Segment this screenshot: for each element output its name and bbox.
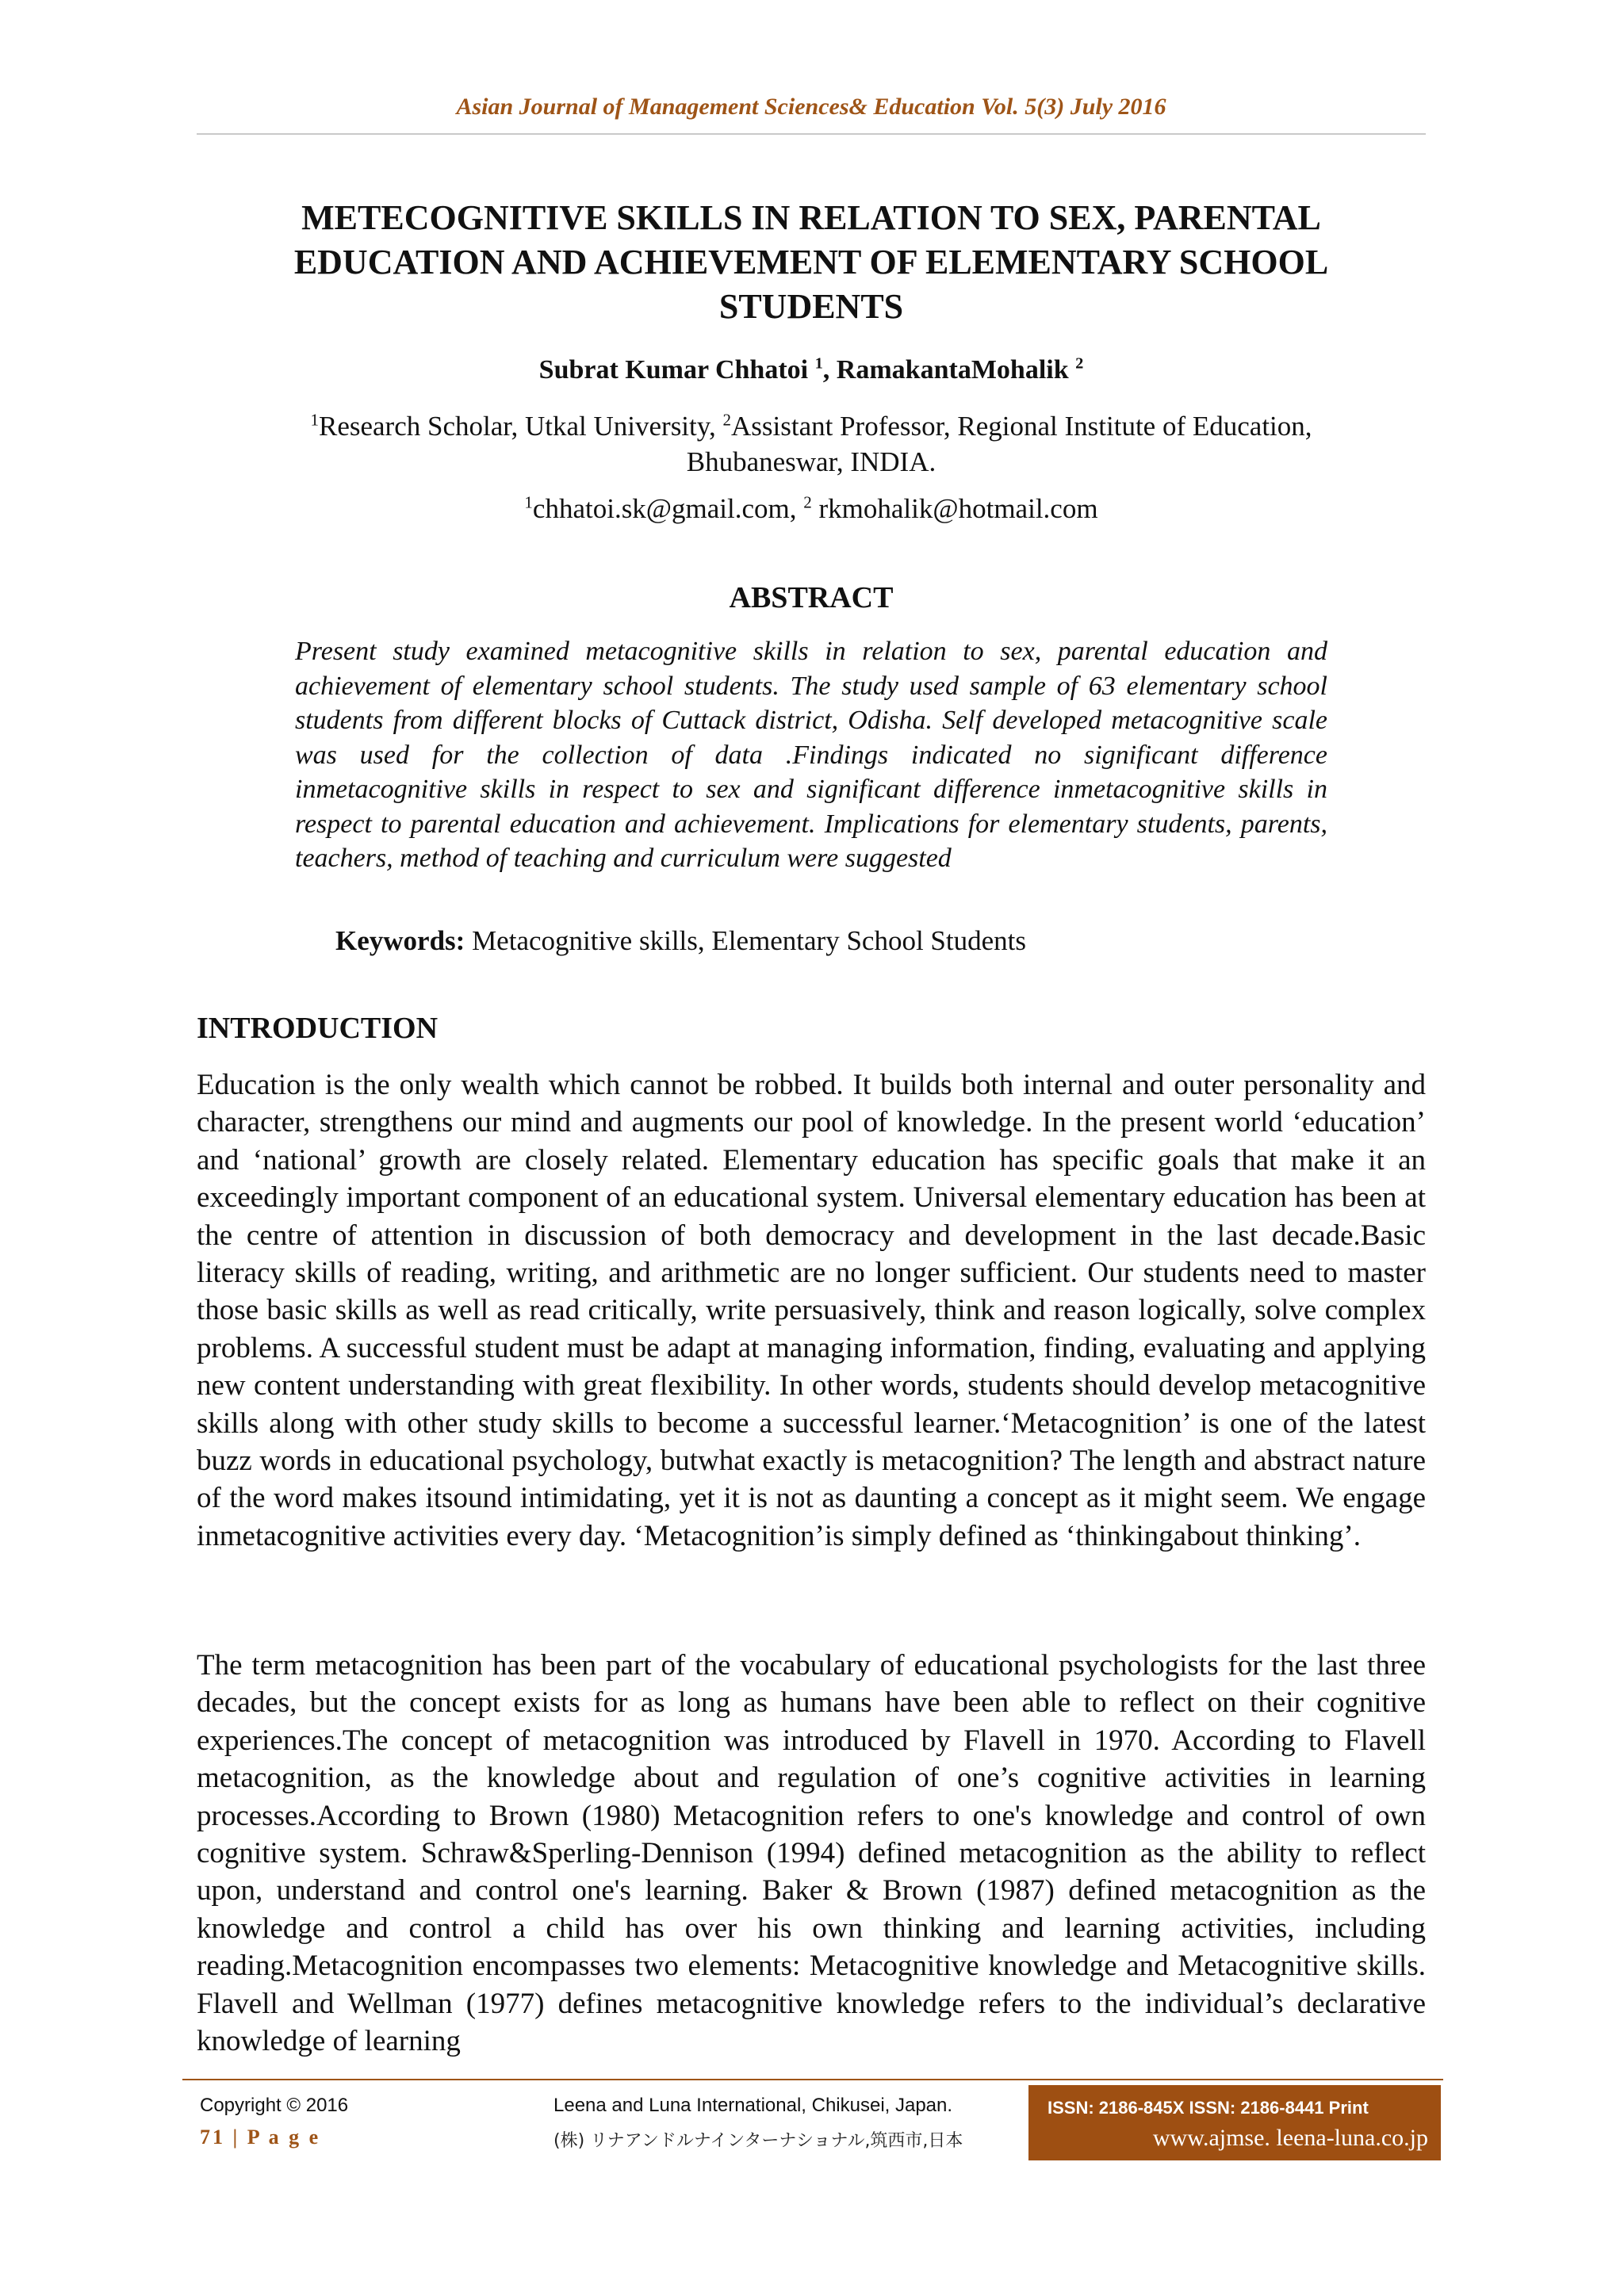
author-2-marker: 2 [1075, 354, 1084, 373]
copyright-notice: Copyright © 2016 [200, 2095, 349, 2116]
publisher-name-japanese: (株) リナアンドルナインターナショナル,筑西市,日本 [553, 2131, 963, 2151]
affiliation-2-marker: 2 [722, 410, 731, 430]
affiliation-1: Research Scholar, Utkal University, [318, 411, 723, 442]
title-line-2: EDUCATION AND ACHIEVEMENT OF ELEMENTARY SCHOOL [293, 243, 1329, 281]
email-2-marker: 2 [803, 492, 812, 512]
abstract-text: Present study examined metacognitive skills in relation to sex, parental education and achievement of elementary school students. The study used sample of 63 elementary school students from different blocks of Cuttack district, Odisha. Self developed metacognitive scale was used for the collection of data .Findings indicated no significant difference inmetacognitive skills in respect to sex and significant difference inmetacognitive skills in respect to parental education and achievement. Implications for elementary students, parents, teachers, method of teaching and curriculum were suggested [295, 637, 1327, 873]
title-line-1: METECOGNITIVE SKILLS IN RELATION TO SEX, PARENTAL [301, 198, 1321, 237]
page-number-value: 71 [200, 2126, 225, 2149]
author-separator: , [822, 355, 837, 385]
footer-divider [182, 2079, 1443, 2080]
email-1[interactable]: chhatoi.sk@gmail.com, [532, 493, 804, 524]
email-2[interactable]: rkmohalik@hotmail.com [811, 493, 1098, 524]
author-2: RamakantaMohalik [836, 355, 1076, 385]
introduction-paragraph-1: Education is the only wealth which cannot be robbed. It builds both internal and outer personality and character, strengthens our mind and augments our pool of knowledge. In the present world ‘education’ and ‘national’ growth are closely related. Elementary education has specific goals that make it an exceedingly important component of an educational system. Universal elementary education has been at the centre of attention in discussion of both democracy and development in the last decade.Basic literacy skills of reading, writing, and arithmetic are no longer sufficient. Our students need to master those basic skills as well as read critically, write persuasively, think and reason logically, solve complex problems. A successful student must be adapt at managing information, finding, evaluating and applying new content understanding with great flexibility. In other words, students should develop metacognitive skills along with other study skills to become a successful learner.‘Metacognition’ is one of the latest buzz words in educational psychology, butwhat exactly is metacognition? The length and abstract nature of the word makes itsound intimidating, yet it is not as daunting a concept as it might seem. We engage inmetacognitive activities every day. ‘Metacognition’is simply defined as ‘thinkingabout thinking’. [197, 1069, 1426, 1552]
affiliation-1-marker: 1 [310, 410, 319, 430]
website-link[interactable]: www.ajmse. leena-luna.co.jp [1152, 2125, 1428, 2151]
keywords-label: Keywords: [335, 925, 465, 956]
page-number [200, 2126, 320, 2149]
issn-text: ISSN: 2186-845X ISSN: 2186-8441 Print [1048, 2098, 1369, 2118]
footer-issn-box [1028, 2085, 1441, 2160]
header-divider [197, 133, 1426, 135]
affiliations [238, 408, 1385, 480]
author-line [197, 355, 1426, 385]
keywords-line [335, 925, 1366, 957]
introduction-heading: INTRODUCTION [197, 1012, 439, 1045]
title-line-3: STUDENTS [718, 287, 904, 326]
publisher-name: Leena and Luna International, Chikusei, Japan. [553, 2095, 953, 2116]
author-emails [197, 493, 1426, 525]
introduction-paragraph-2: The term metacognition has been part of the vocabulary of educational psychologists for the last three decades, but the concept exists for as long as humans have been able to reflect on their cognitive experiences.The concept of metacognition was introduced by Flavell in 1970. According to Flavell metacognition, as the knowledge about and regulation of one’s cognitive activities in learning processes.According to Brown (1980) Metacognition refers to one's knowledge and control of own cognitive system. Schraw&Sperling-Dennison (1994) defined metacognition as the ability to reflect upon, understand and control one's learning. Baker & Brown (1987) defined metacognition as the knowledge and control a child has over his own thinking and learning activities, including reading.Metacognition encompasses two elements: Metacognitive knowledge and Metacognitive skills. Flavell and Wellman (1977) defines metacognitive knowledge refers to the individual’s declarative knowledge of learning [197, 1649, 1426, 2058]
email-1-marker: 1 [524, 492, 533, 512]
article-title [197, 196, 1426, 329]
author-1: Subrat Kumar Chhatoi [538, 355, 815, 385]
affiliation-2: Assistant Professor, Regional Institute of Education, Bhubaneswar, INDIA. [686, 411, 1312, 477]
page-label: P a g e [247, 2126, 321, 2149]
author-1-marker: 1 [814, 354, 823, 373]
page-number-separator: | [232, 2126, 240, 2149]
abstract-heading: ABSTRACT [729, 581, 894, 614]
running-header: Asian Journal of Management Sciences& Education Vol. 5(3) July 2016 [456, 94, 1166, 120]
keywords-text: Metacognitive skills, Elementary School Students [465, 925, 1026, 956]
